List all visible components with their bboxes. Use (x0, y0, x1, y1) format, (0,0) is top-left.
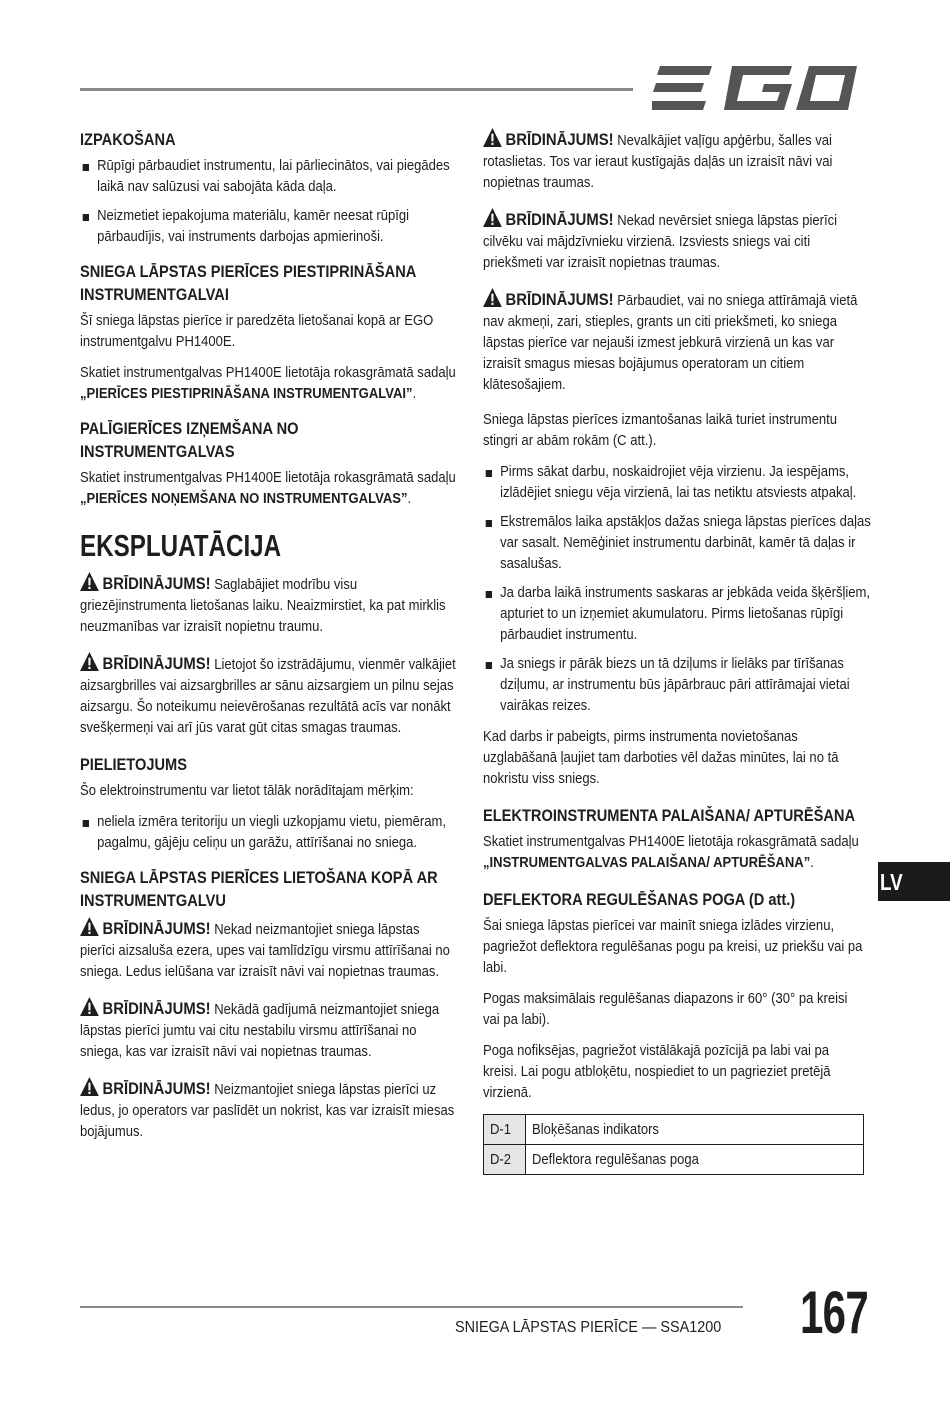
list-item: Rūpīgi pārbaudiet instrumentu, lai pārliecinātos, vai piegādes laikā nav salūzusi vai sabojāta kāda daļa. (80, 156, 475, 198)
remove-paragraph: Skatiet instrumentgalvas PH1400E lietotāja rokasgrāmatā sadaļu „PIERĪCES NOŅEMŠANA NO INSTRUMENTGALVAS”. (80, 470, 456, 507)
section-title-together: SNIEGA LĀPSTAS PIERĪCES LIETOŠANA KOPĀ AR INSTRUMENTGALVU (80, 868, 438, 910)
list-item: Ekstremālos laika apstākļos dažas sniega lāpstas pierīces daļas var sasalt. Nemēģiniet instrumentu darbināt, kamēr tā daļas ir sasalušas. (483, 512, 882, 575)
warning-triangle-icon (483, 288, 502, 307)
deflector-paragraph-1: Šai sniega lāpstas pierīcei var mainīt sniega izlādes virzienu, pagriežot deflektora regulēšanas pogu pa kreisi, uz priekšu vai pa labi. (483, 918, 863, 976)
warning-triangle-icon (80, 572, 99, 591)
list-item: neliela izmēra teritoriju un viegli uzkopjamu vietu, piemēram, pagalmu, gājēju celiņu un garāžu, attīrīšanai no sniega. (80, 812, 475, 854)
warning-triangle-icon (80, 652, 99, 671)
table-row (484, 1145, 864, 1175)
section-title-operation: EKSPLUATĀCIJA (80, 528, 282, 563)
list-item: Ja sniegs ir pārāk biezs un tā dziļums ir lielāks par tīrīšanas dziļumu, ar instrumentu būs jāpārbrauc pāri attīrāmajai vietai vairākas reizes. (483, 654, 882, 717)
legend-code: D-2 (484, 1145, 526, 1175)
legend-table (483, 1114, 864, 1175)
warning-1: BRĪDINĀJUMS! Saglabājiet modrību visu griezējinstrumenta lietošanas laiku. Neaizmirstiet, ka pat mirklis neuzmanības var izraisīt nopietnu traumu. (80, 572, 458, 638)
deflector-paragraph-2: Pogas maksimālais regulēšanas diapazons ir 60° (30° pa kreisi vai pa labi). (483, 991, 848, 1028)
finish-paragraph: Kad darbs ir pabeigts, pirms instrumenta novietošanas uzglabāšanā ļaujiet tam darboties vēl dažas minūtes, lai no tā nokristu viss sniegs. (483, 729, 839, 787)
hold-paragraph: Sniega lāpstas pierīces izmantošanas laikā turiet instrumentu stingri ar abām rokām (C att.). (483, 412, 837, 449)
legend-label: Deflektora regulēšanas poga (526, 1145, 864, 1175)
left-column (80, 128, 458, 1157)
page-number: 167 (800, 1279, 868, 1346)
tips-list (483, 462, 871, 717)
right-column (483, 128, 871, 1175)
footer-rule (80, 1306, 743, 1308)
list-item: Pirms sākat darbu, noskaidrojiet vēja virzienu. Ja iespējams, izlādējiet sniegu vēja virzienā, lai tas netiktu atsviests atpakaļ. (483, 462, 882, 504)
legend-label: Bloķēšanas indikators (526, 1115, 864, 1145)
footer-title: SNIEGA LĀPSTAS PIERĪCE — SSA1200 (455, 1319, 722, 1336)
attach-paragraph-2: Skatiet instrumentgalvas PH1400E lietotāja rokasgrāmatā sadaļu „PIERĪCES PIESTIPRINĀŠANA INSTRUMENTGALVAI”. (80, 365, 456, 402)
warning-5: BRĪDINĀJUMS! Neizmantojiet sniega lāpstas pierīci uz ledus, jo operators var paslīdēt un nokrist, kas var izraisīt miesas bojājumus. (80, 1077, 458, 1143)
section-title-use: PIELIETOJUMS (80, 755, 187, 774)
warning-triangle-icon (80, 1077, 99, 1096)
warning-6: BRĪDINĀJUMS! Nevalkājiet vaļīgu apģērbu, šalles vai rotaslietas. Tos var ieraut kustīgajās daļās un izraisīt nāvi vai nopietnas traumas. (483, 128, 865, 194)
section-title-start-stop: ELEKTROINSTRUMENTA PALAIŠANA/ APTURĒŠANA (483, 806, 856, 825)
use-list (80, 812, 458, 854)
section-title-unpacking: IZPAKOŠANA (80, 130, 176, 149)
language-tab: LV (878, 862, 950, 901)
list-item: Neizmetiet iepakojuma materiālu, kamēr neesat rūpīgi pārbaudījis, vai instruments darbojas apmierinoši. (80, 206, 475, 248)
start-paragraph: Skatiet instrumentgalvas PH1400E lietotāja rokasgrāmatā sadaļu „INSTRUMENTGALVAS PALAIŠANA/ APTURĒŠANA”. (483, 834, 859, 871)
warning-triangle-icon (483, 128, 502, 147)
warning-triangle-icon (80, 997, 99, 1016)
unpack-list (80, 156, 458, 248)
warning-triangle-icon (80, 917, 99, 936)
warning-3: BRĪDINĀJUMS! Nekad neizmantojiet sniega lāpstas pierīci aizsaluša ezera, upes vai tamlīdzīgu virsmu attīrīšanai no sniega. Ledus ielūšana var izraisīt nāvi vai nopietnas traumas. (80, 917, 458, 983)
warning-4: BRĪDINĀJUMS! Nekādā gadījumā neizmantojiet sniega lāpstas pierīci jumtu vai citu nestabilu virsmu attīrīšanai no sniega, kas var izraisīt nāvi vai nopietnas traumas. (80, 997, 458, 1063)
section-title-attach: SNIEGA LĀPSTAS PIERĪCES PIESTIPRINĀŠANA INSTRUMENTGALVAI (80, 262, 416, 304)
warning-7: BRĪDINĀJUMS! Nekad nevērsiet sniega lāpstas pierīci cilvēku vai mājdzīvnieku virzienā. Izsviests sniegs vai citi priekšmeti var izraisīt nopietnas traumas. (483, 208, 865, 274)
section-title-remove: PALĪGIERĪCES IZŅEMŠANA NO INSTRUMENTGALVAS (80, 419, 299, 461)
deflector-paragraph-3: Poga nofiksējas, pagriežot vistālākajā pozīcijā pa labi vai pa kreisi. Lai pogu atbloķētu, nospiediet to un pagrieziet pretējā virzienā. (483, 1043, 831, 1101)
legend-code: D-1 (484, 1115, 526, 1145)
use-paragraph: Šo elektroinstrumentu var lietot tālāk norādītajam mērķim: (80, 783, 414, 799)
attach-paragraph-1: Šī sniega lāpstas pierīce ir paredzēta lietošanai kopā ar EGO instrumentgalvu PH1400E. (80, 313, 434, 350)
warning-8: BRĪDINĀJUMS! Pārbaudiet, vai no sniega attīrāmajā vietā nav akmeņi, zari, stieples, grants un citi priekšmeti, ko sniega lāpstas pierīce var nejauši izmest jebkurā virzienā un kas var izraisīt smagus miesas bojājumus operatoram un citiem klātesošajiem. (483, 288, 865, 396)
section-title-deflector: DEFLEKTORA REGULĒŠANAS POGA (D att.) (483, 890, 796, 909)
table-row (484, 1115, 864, 1145)
list-item: Ja darba laikā instruments saskaras ar jebkāda veida šķēršļiem, apturiet to un izņemiet akumulatoru. Pirms lietošanas rūpīgi pārbaudiet instrumentu. (483, 583, 882, 646)
header-rule (80, 88, 633, 91)
warning-2: BRĪDINĀJUMS! Lietojot šo izstrādājumu, vienmēr valkājiet aizsargbrilles vai aizsargbrilles ar sānu aizsargiem un pilnu sejas aizsargu. Šo noteikumu neievērošanas rezultātā acīs var nonākt svešķermeņi vai arī jūs varat gūt citas smagas traumas. (80, 652, 458, 739)
ego-logo (652, 64, 862, 112)
warning-triangle-icon (483, 208, 502, 227)
